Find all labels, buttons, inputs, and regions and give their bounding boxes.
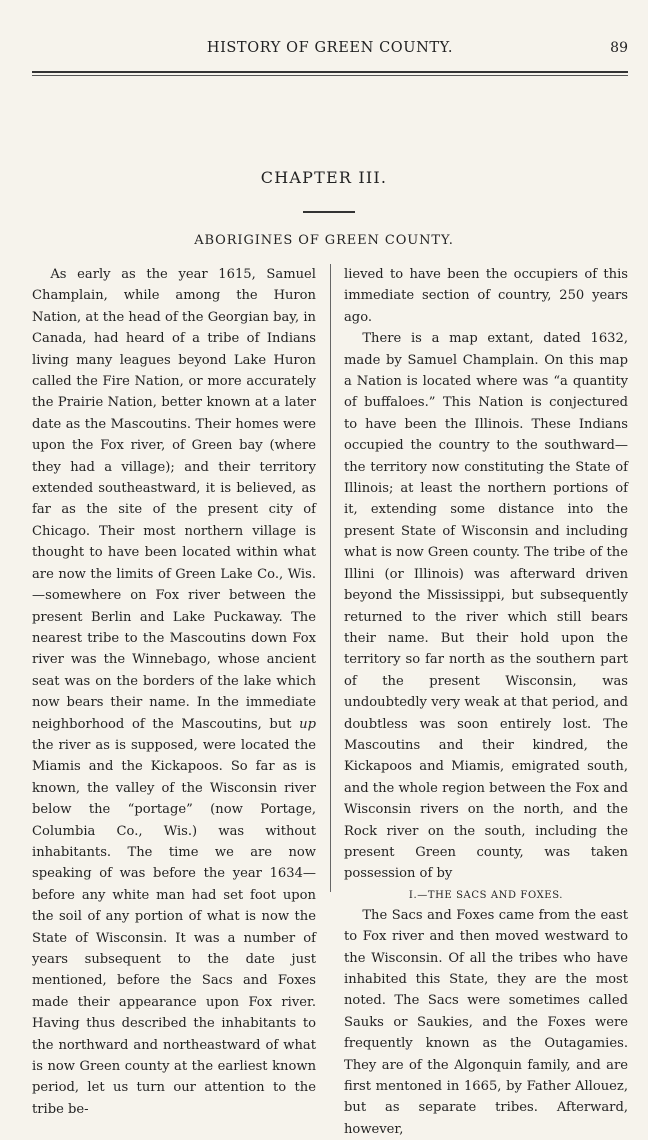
header-rule-thick — [32, 71, 628, 73]
chapter-title: CHAPTER III. — [260, 168, 388, 187]
left-paragraph-1-italic: up — [299, 716, 316, 732]
left-column — [32, 264, 316, 1120]
header-rule-thin — [32, 75, 628, 76]
right-paragraph-3: The Sacs and Foxes came from the east to Fox river and then moved westward to the Wisconsin. Of all the tribes who have inhabited this State, they are the most noted. The Sacs were sometimes called Sauks or Saukies, and the Foxes were frequently known as the Outagamies. They are of the Algonquin family, and are first mentoned in 1665, by Father Allouez, but as separate tribes. Afterward, however, — [344, 907, 628, 1137]
left-paragraph-1-part-a: As early as the year 1615, Samuel Champlain, while among the Huron Nation, at the head of the Georgian bay, in Canada, had heard of a tribe of Indians living many leagues beyond Lake Huron called the Fire Nation, or more accurately the Prairie Nation, better known at a later date as the Mascoutins. Their homes were upon the Fox river, of Green bay (where they had a village); and their territory extended southeastward, it is believed, as far as the site of the present city of Chicago. Their most northern village is thought to have been located within what are now the limits of Green Lake Co., Wis.—somewhere on Fox river between the present Berlin and Lake Puckaway. The nearest tribe to the Mascoutins down Fox river was the Winnebago, whose ancient seat was on the borders of the lake which now bears their name. In the immediate neighborhood of the Mascoutins, but — [32, 267, 316, 732]
left-paragraph-1 — [32, 264, 316, 1120]
right-column — [344, 264, 628, 1140]
right-paragraph-1: lieved to have been the occupiers of this immediate section of country, 250 years ago. — [344, 267, 628, 325]
running-title: HISTORY OF GREEN COUNTY. — [206, 40, 454, 56]
right-paragraph-2: There is a map extant, dated 1632, made by Samuel Champlain. On this map a Nation is located where was “a quantity of buffaloes.” This Nation is conjectured to have been the Illinois. These Indians occupied the country to the southward—the territory now constituting the State of Illinois; at least the northern portions of it, extending some distance into the present State of Wisconsin and including what is now Green county. The tribe of the Illini (or Illinois) was afterward driven beyond the Mississippi, but subsequently returned to the river which still bears their name. But their hold upon the territory so far north as the southern part of the present Wisconsin, was undoubtedly very weak at that period, and doubtless was soon entirely lost. The Mascoutins and their kindred, the Kickapoos and Miamis, emigrated south, and the whole region between the Fox and Wisconsin rivers on the north, and the Rock river on the south, including the present Green county, was taken possession of by — [344, 331, 628, 882]
section-heading: ABORIGINES OF GREEN COUNTY. — [194, 233, 454, 248]
column-divider — [330, 264, 331, 892]
running-head — [32, 40, 628, 60]
chapter-rule — [303, 211, 355, 213]
section-subheading: I.—THE SACS AND FOXES. — [408, 889, 564, 901]
page-number: 89 — [610, 40, 628, 56]
left-paragraph-1-part-b: the river as is supposed, were located the Miamis and the Kickapoos. So far as is known, the valley of the Wisconsin river below the “portage” (now Portage, Columbia Co., Wis.) was without inhabitants. The time we are now speaking of was before the year 1634—before any white man had set foot upon the soil of any portion of what is now the State of Wisconsin. It was a number of years subsequent to the date just mentioned, before the Sacs and Foxes made their appearance upon Fox river. Having thus described the inhabitants to the northward and northeastward of what is now Green county at the earliest known period, let us turn our attention to the tribe be- — [32, 737, 316, 1117]
